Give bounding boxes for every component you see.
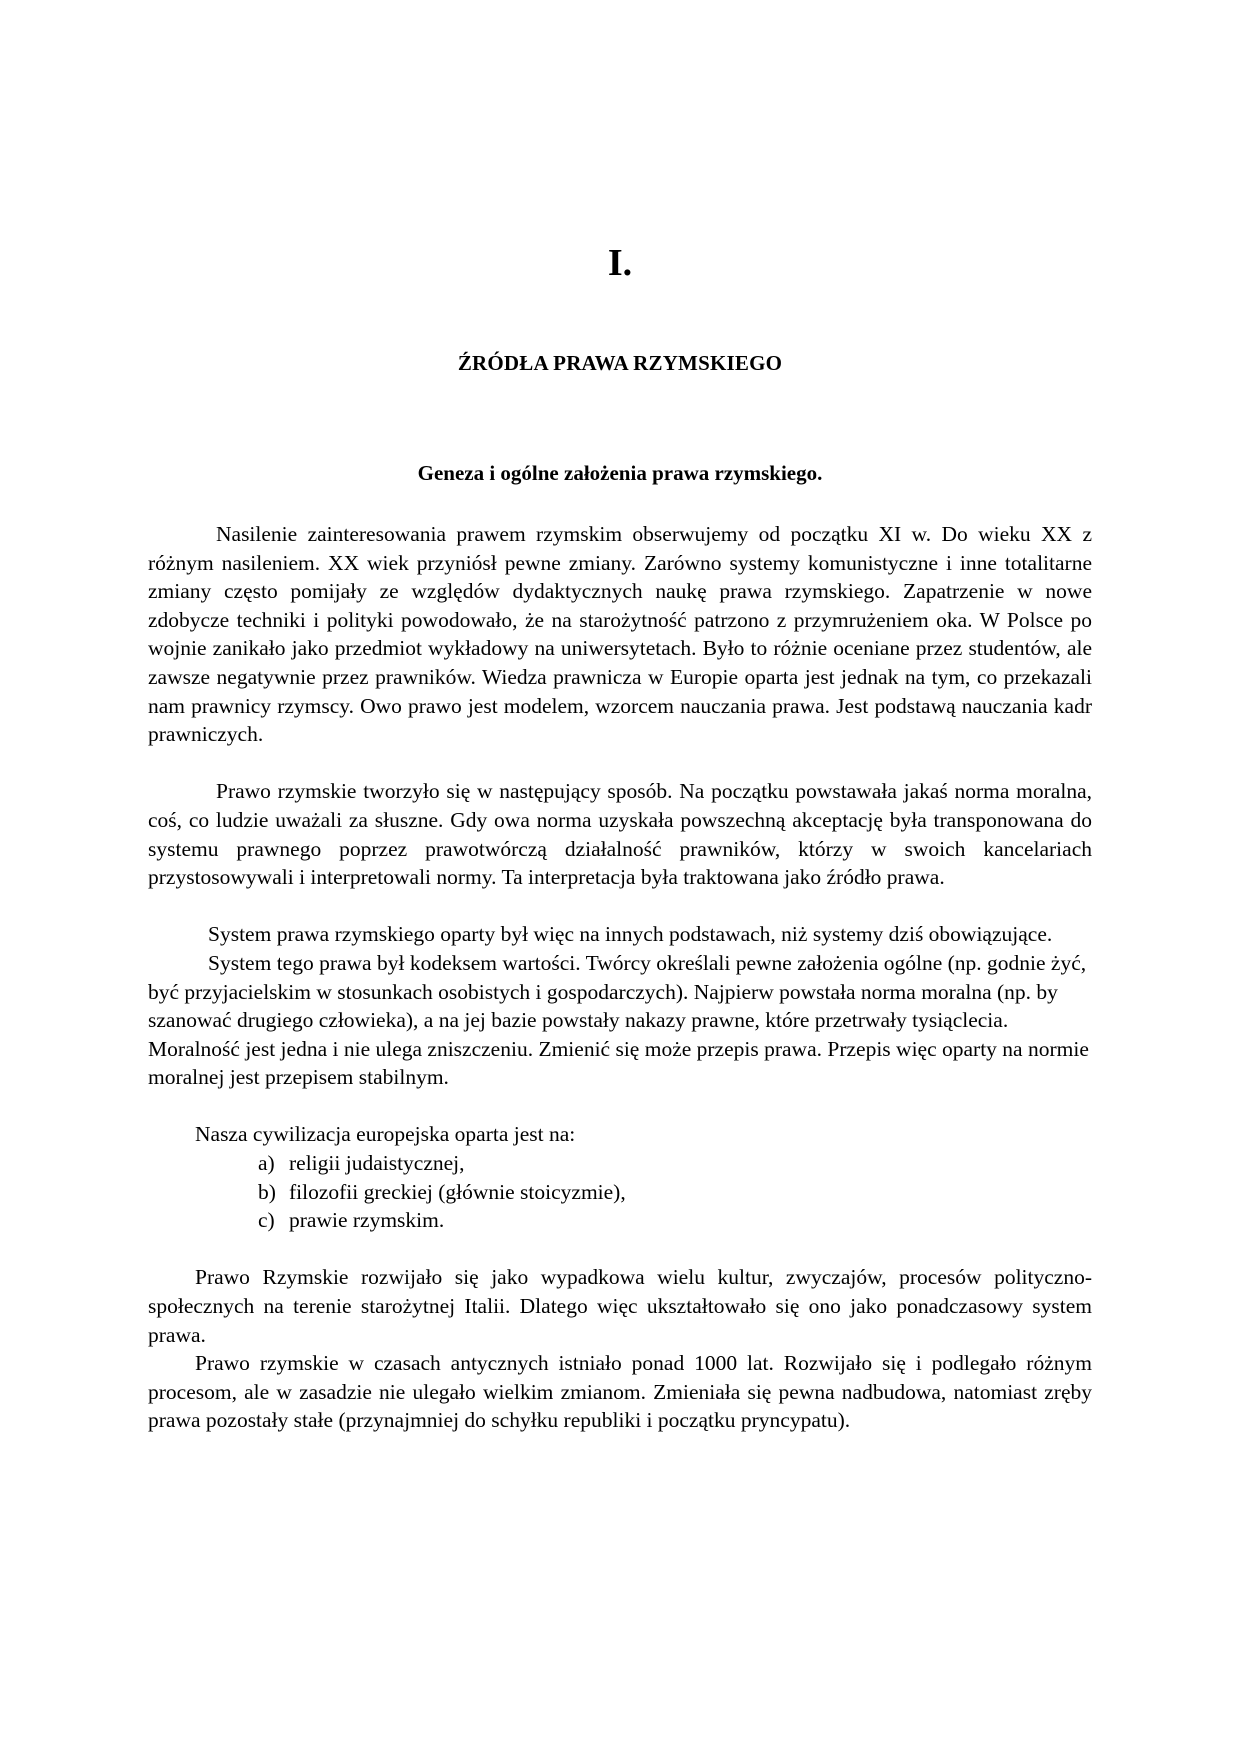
list-item	[258, 1206, 1092, 1235]
civilization-list	[148, 1149, 1092, 1235]
section-title: Geneza i ogólne założenia prawa rzymskiego.	[417, 461, 823, 485]
paragraph-2: Prawo rzymskie tworzyło się w następujący sposób. Na początku powstawała jakaś norma moralna, coś, co ludzie uważali za słuszne. Gdy owa norma uzyskała powszechną akceptację była transponowana do systemu prawnego poprzez prawotwórczą działalność prawników, którzy w swoich kancelariach przystosowywali i interpretowali normy. Ta interpretacja była traktowana jako źródło prawa.	[148, 779, 1092, 890]
list-marker: c)	[258, 1208, 275, 1233]
list-item-text: prawie rzymskim.	[289, 1208, 445, 1233]
list-marker: a)	[258, 1151, 275, 1176]
paragraph-1: Nasilenie zainteresowania prawem rzymskim obserwujemy od początku XI w. Do wieku XX z różnym nasileniem. XX wiek przyniósł pewne zmiany. Zarówno systemy komunistyczne i inne totalitarne zmiany często pomijały ze względów dydaktycznych naukę prawa rzymskiego. Zapatrzenie w nowe zdobycze techniki i polityki powodowało, że na starożytność patrzono z przymrużeniem oka. W Polsce po wojnie zanikało jako przedmiot wykładowy na uniwersytetach. Było to różnie oceniane przez studentów, ale zawsze negatywnie przez prawników. Wiedza prawnicza w Europie oparta jest jednak na tym, co przekazali nam prawnicy rzymscy. Owo prawo jest modelem, wzorcem nauczania prawa. Jest podstawą nauczania kadr prawniczych.	[148, 522, 1092, 747]
list-intro: Nasza cywilizacja europejska oparta jest na:	[195, 1122, 576, 1147]
body-block-1	[148, 520, 1092, 1435]
list-marker: b)	[258, 1179, 276, 1204]
chapter-number: I.	[607, 242, 633, 284]
list-item	[258, 1178, 1092, 1207]
list-item	[258, 1149, 1092, 1178]
list-item-text: filozofii greckiej (głównie stoicyzmie),	[289, 1179, 626, 1204]
paragraph-3: System prawa rzymskiego oparty był więc na innych podstawach, niż systemy dziś obowiązujące.	[208, 922, 1053, 947]
paragraph-4: System tego prawa był kodeksem wartości. Twórcy określali pewne założenia ogólne (np. godnie żyć, być przyjacielskim w stosunkach osobistych i gospodarczych). Najpierw powstała norma moralna (np. by szanować drugiego człowieka), a na jej bazie powstały nakazy prawne, które przetrwały tysiąclecia. Moralność jest jedna i nie ulega zniszczeniu. Zmienić się może przepis prawa. Przepis więc oparty na normie moralnej jest przepisem stabilnym.	[148, 950, 1089, 1090]
chapter-title: ŹRÓDŁA PRAWA RZYMSKIEGO	[457, 351, 783, 375]
paragraph-5: Prawo Rzymskie rozwijało się jako wypadkowa wielu kultur, zwyczajów, procesów polityczno-społecznych na terenie starożytnej Italii. Dlatego więc ukształtowało się ono jako ponadczasowy system prawa.	[148, 1265, 1092, 1347]
list-item-text: religii judaistycznej,	[289, 1151, 465, 1176]
paragraph-6: Prawo rzymskie w czasach antycznych istniało ponad 1000 lat. Rozwijało się i podlegało różnym procesom, ale w zasadzie nie ulegało wielkim zmianom. Zmieniała się pewna nadbudowa, natomiast zręby prawa pozostały stałe (przynajmniej do schyłku republiki i początku pryncypatu).	[148, 1351, 1092, 1433]
